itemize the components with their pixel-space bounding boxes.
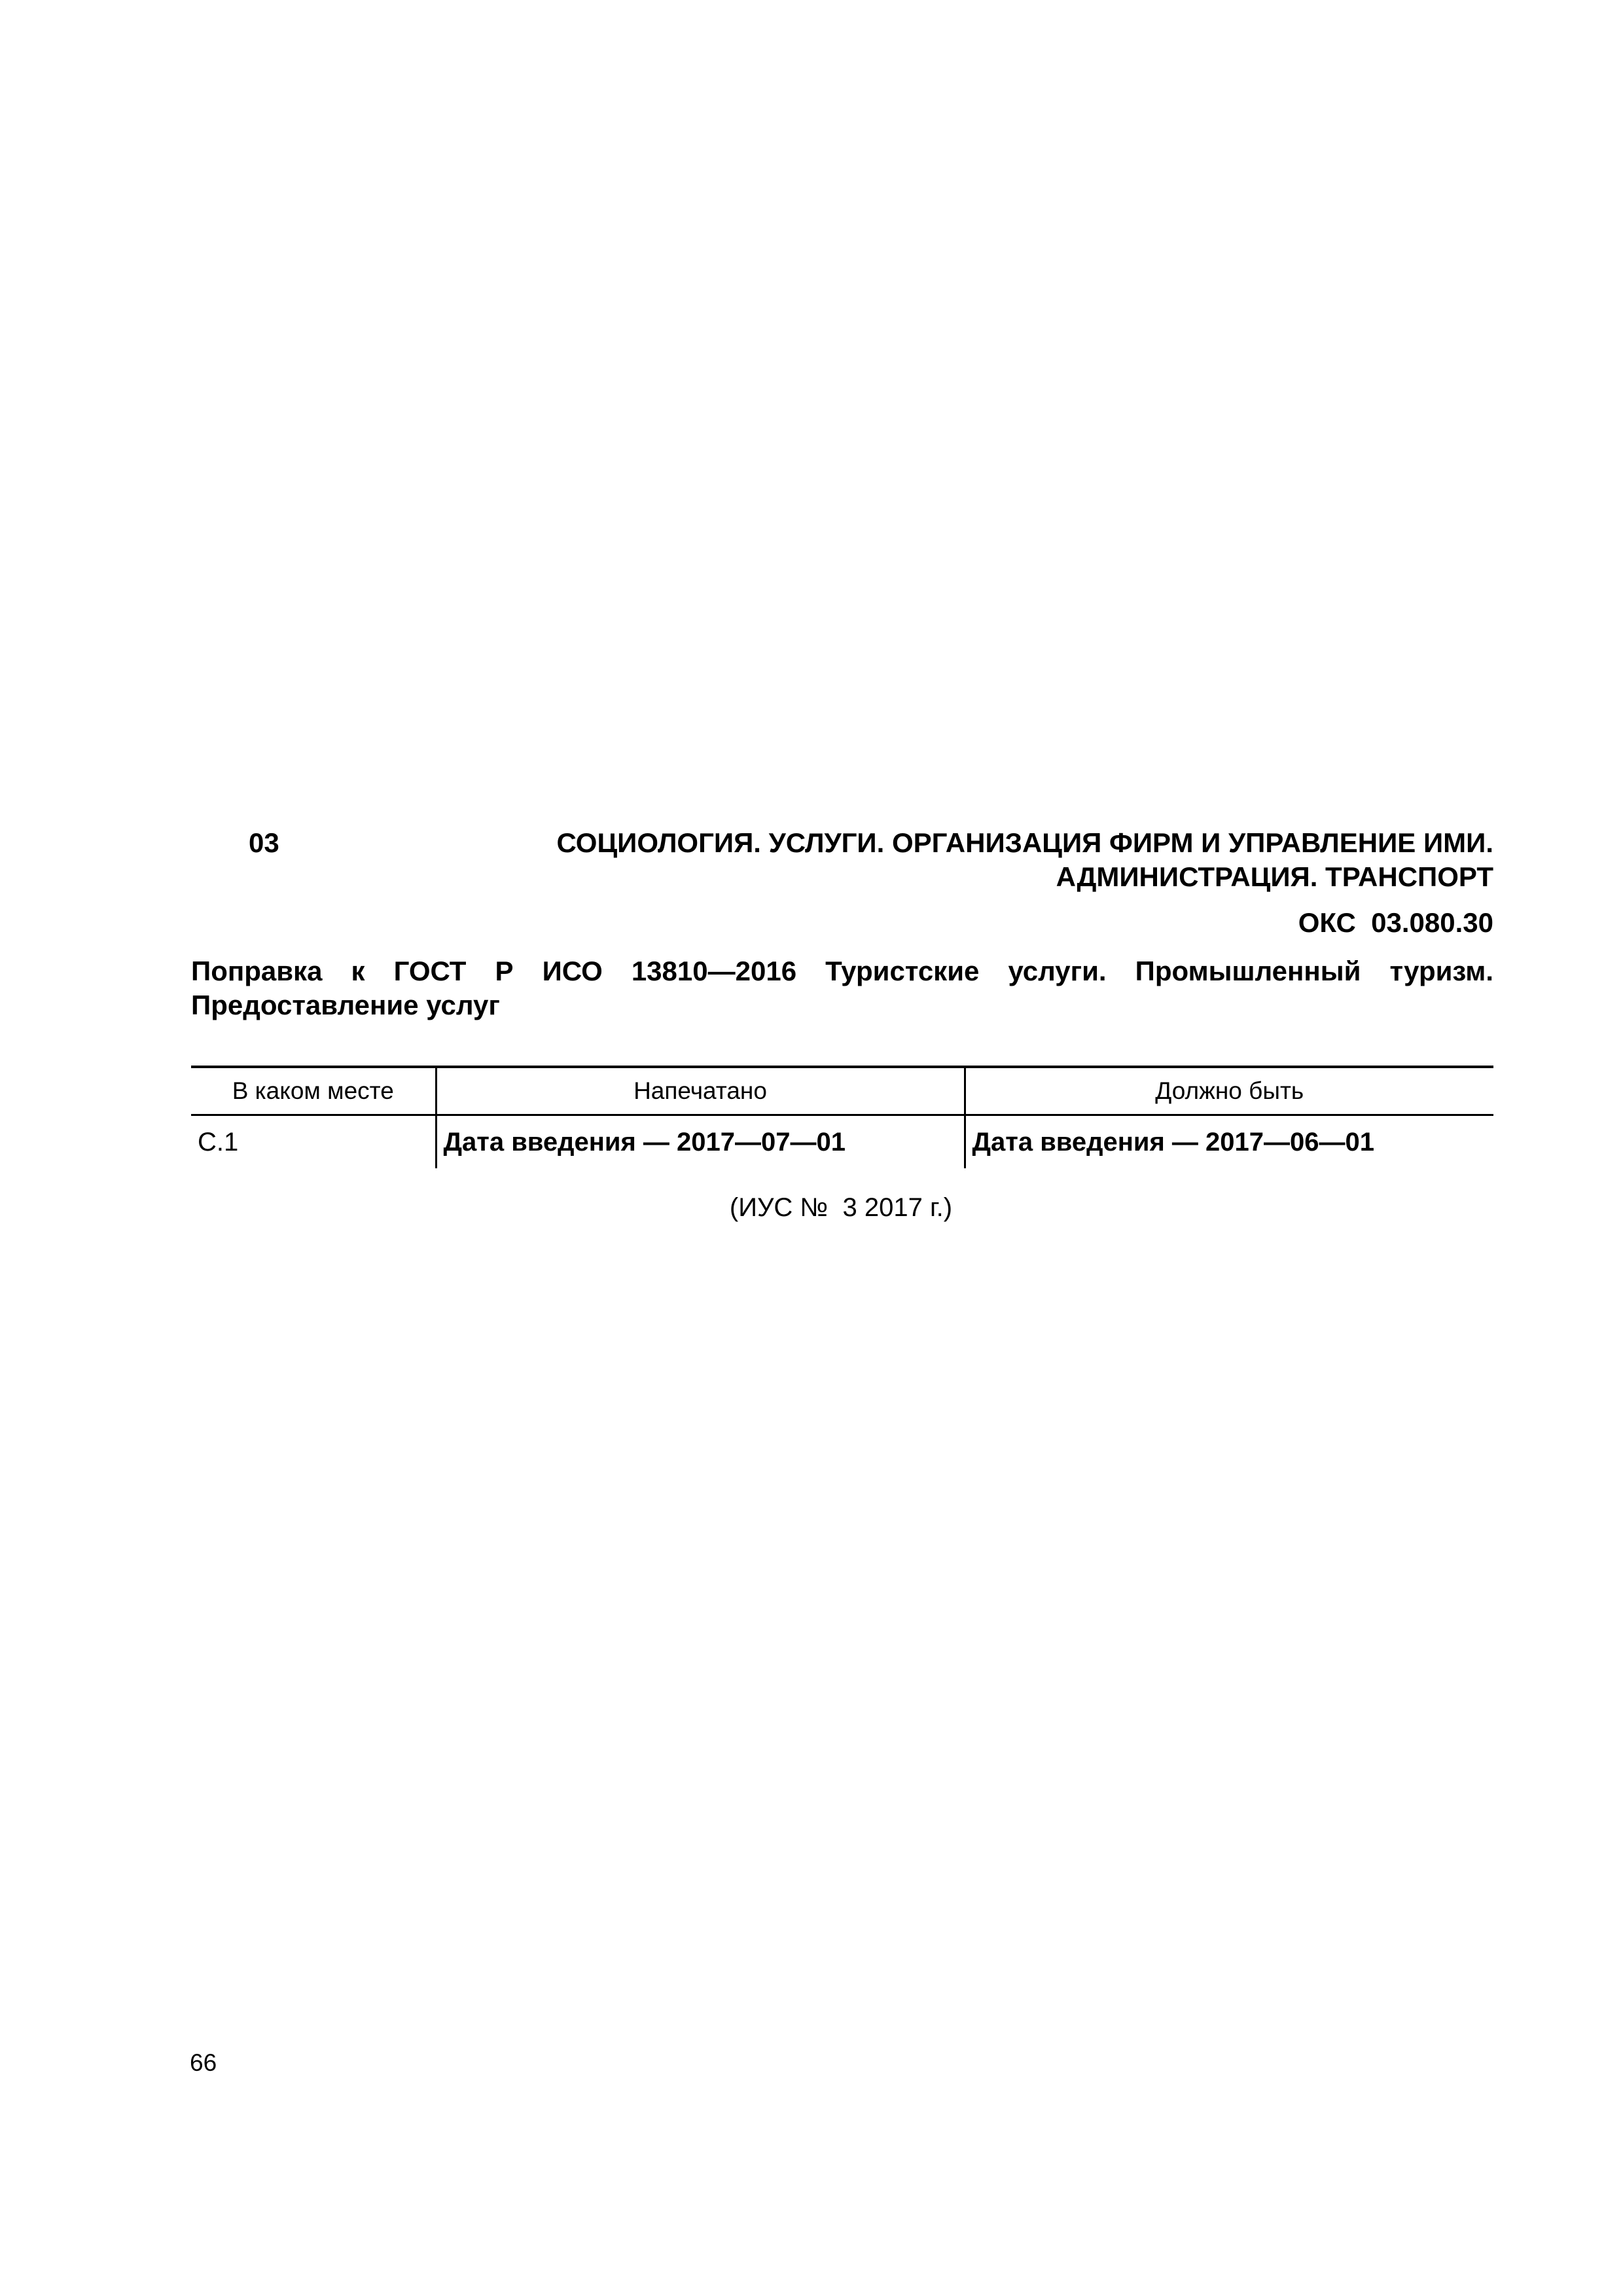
cell-location: С.1 (198, 1127, 239, 1157)
column-header-location: В каком месте (191, 1067, 436, 1115)
oks-classifier: ОКС 03.080.30 (1298, 907, 1493, 938)
section-heading (249, 826, 1493, 894)
source-note: (ИУС № 3 2017 г.) (729, 1193, 953, 1222)
cell-printed: Дата введения — 2017—07—01 (436, 1115, 965, 1169)
cell-should-be: Дата введения — 2017—06—01 (965, 1115, 1493, 1169)
column-header-printed: Напечатано (436, 1067, 965, 1115)
section-title: СОЦИОЛОГИЯ. УСЛУГИ. ОРГАНИЗАЦИЯ ФИРМ И УПРАВЛЕНИЕ ИМИ. АДМИНИСТРАЦИЯ. ТРАНСПОРТ (556, 827, 1493, 892)
page-number: 66 (190, 2049, 217, 2076)
corrections-table (191, 1066, 1493, 1168)
section-code: 03 (249, 827, 279, 858)
table-header-row (191, 1067, 1493, 1115)
amendment-title: Поправка к ГОСТ Р ИСО 13810—2016 Туристские услуги. Промышленный туризм. Предоставление услуг (191, 956, 1493, 1020)
table-row (191, 1115, 1493, 1169)
column-header-should-be: Должно быть (965, 1067, 1493, 1115)
